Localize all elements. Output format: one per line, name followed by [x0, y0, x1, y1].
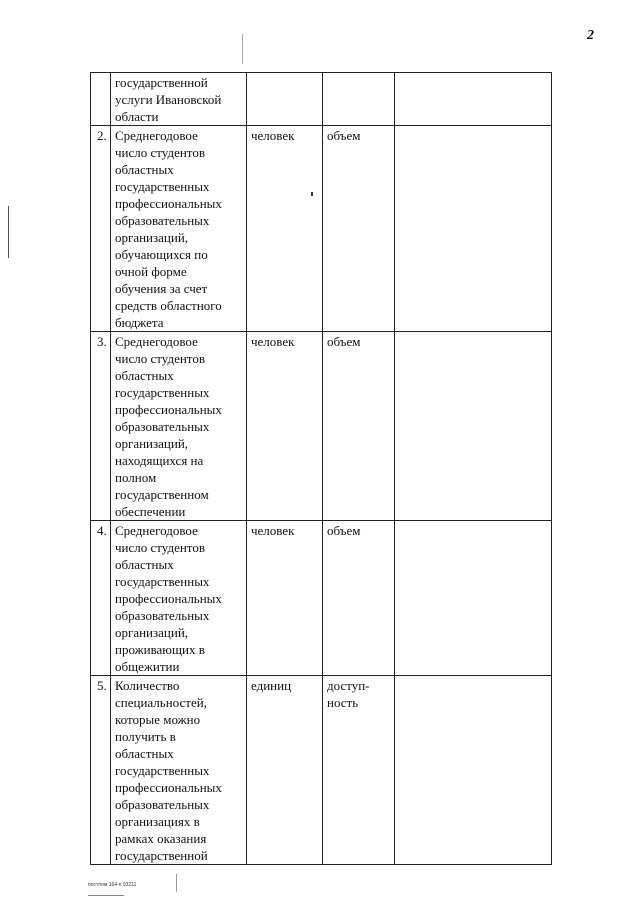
- indicators-table: [90, 72, 552, 865]
- row-number: [91, 73, 111, 126]
- row-number: 2.: [91, 126, 111, 332]
- indicator-type: объем: [323, 332, 395, 521]
- row-number: 4.: [91, 521, 111, 676]
- footer-underline: [88, 895, 124, 896]
- indicator-type: объем: [323, 521, 395, 676]
- table-row: [91, 332, 552, 521]
- row-number: 5.: [91, 676, 111, 865]
- scan-mark-left: [8, 206, 9, 258]
- unit-of-measure: [247, 73, 323, 126]
- unit-of-measure: единиц: [247, 676, 323, 865]
- indicator-value: [395, 73, 552, 126]
- indicator-type: [323, 73, 395, 126]
- unit-of-measure: человек: [247, 126, 323, 332]
- indicator-name: Среднегодовое число студентов областных государственных профессиональных образовательных организаций, находящихся на полном государственном обеспечении: [111, 332, 247, 521]
- indicator-name: Среднегодовое число студентов областных государственных профессиональных образовательных организаций, обучающихся по очной форме обучения за счет средств областного бюджета: [111, 126, 247, 332]
- table-row: [91, 73, 552, 126]
- row-number: 3.: [91, 332, 111, 521]
- page-number: 2: [587, 28, 594, 43]
- indicator-value: [395, 332, 552, 521]
- indicator-name: Среднегодовое число студентов областных государственных профессиональных образовательных организаций, проживающих в общежитии: [111, 521, 247, 676]
- unit-of-measure: человек: [247, 332, 323, 521]
- indicator-name: государственной услуги Ивановской области: [111, 73, 247, 126]
- indicator-type: доступ- ность: [323, 676, 395, 865]
- indicator-value: [395, 521, 552, 676]
- footer-document-code: постлом.164-п 93211: [88, 882, 137, 888]
- indicator-type: объем: [323, 126, 395, 332]
- indicator-value: [395, 676, 552, 865]
- scan-mark-top: [242, 34, 243, 64]
- scan-mark-bottom: [176, 874, 177, 892]
- unit-of-measure: человек: [247, 521, 323, 676]
- table-row: [91, 521, 552, 676]
- table-row: [91, 676, 552, 865]
- indicator-value: [395, 126, 552, 332]
- table-row: [91, 126, 552, 332]
- indicator-name: Количество специальностей, которые можно получить в областных государственных профессиональных образовательных организациях в рамках оказания государственной: [111, 676, 247, 865]
